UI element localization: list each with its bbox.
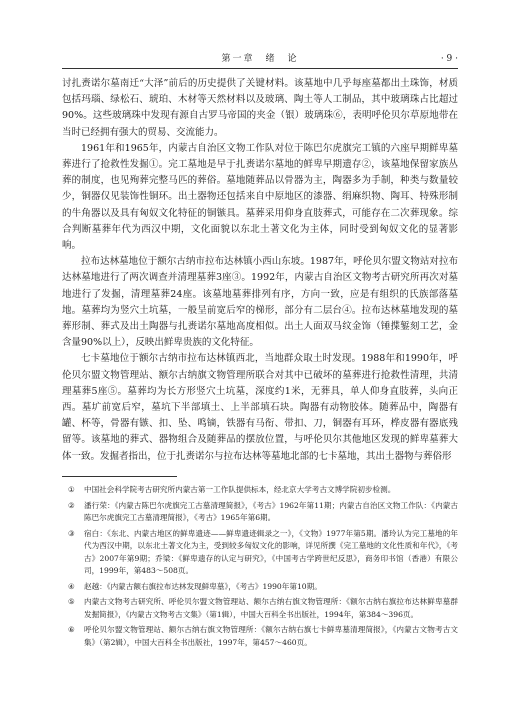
paragraph: 七卡墓地位于额尔古纳市拉布达林镇西北，当地群众取土时发现。1988年和1990年，呼伦贝尔盟文物管理站、额尔古纳旗文物管理所联合对其中已破坏的墓葬进行抢救性清理，共清理墓葬5座⑤。墓葬均为长方形竖穴土坑墓，深度约1米，无葬具，单人仰身直肢葬，头向正西。墓圹前宽后窄，墓坑下半部填土、上半部填石块。陶器有动物胶体。随葬品中，陶器有罐、杯等，骨器有镞、扣、坠、鸣镝，铁器有马衔、带扣、刀，铜器有耳环，桦皮器有器底残留等。该墓地的葬式、器物组合及随葬品的摆放位置，与呼伦贝尔其他地区发现的鲜卑墓葬大体一致。发掘者指出，位于扎赉诺尔与拉布达林等墓地北部的七卡墓地，其出土器物与葬俗形 [62, 353, 458, 462]
footnote [62, 624, 458, 649]
footnote-mark: ⑥ [68, 625, 75, 634]
footnote-text: 潘行荣：《内蒙古陈巴尔虎旗完工古墓清理简报》，《考古》1962年第11期；内蒙古自治区文物工作队：《内蒙古陈巴尔虎旗完工古墓清理简报》，《考古》1965年第6期。 [84, 500, 458, 522]
footnote-text: 赵越：《内蒙古额右旗拉布达林发现鲜卑墓》，《考古》1990年第10期。 [84, 581, 322, 591]
footnote [62, 528, 458, 578]
footnote-mark: ④ [68, 581, 75, 591]
footnotes [62, 484, 458, 652]
paragraph: 讨扎赉诺尔墓南迁“大泽”前后的历史提供了关键材料。该墓地中几乎每座墓都出土珠饰，材质包括玛瑙、绿松石、琥珀、木材等天然材料以及玻璃、陶土等人工制品，其中玻璃珠占比超过90%。这些玻璃珠中发现有源自古罗马帝国的夹金（银）玻璃珠⑥，表明呼伦贝尔草原地带在当时已经拥有强大的贸易、交流能力。 [62, 78, 458, 138]
running-header [62, 52, 458, 69]
footnote [62, 581, 458, 594]
footnote-text: 呼伦贝尔盟文物管理站、额尔古纳右旗文物管理所：《额尔古纳右旗七卡鲜卑墓清理简报》，《内蒙古文物考古文集》（第2辑），中国大百科全书出版社，1997年，第457～460页。 [84, 625, 458, 647]
chapter-title: 第一章 绪 论 [221, 54, 299, 64]
paragraph: 拉布达林墓地位于额尔古纳市拉布达林镇小西山东坡。1987年，呼伦贝尔盟文物站对拉布达林墓地进行了两次调查并清理墓葬3座③。1992年，内蒙古自治区文物考古研究所再次对墓地进行了发掘，清理墓葬24座。该墓地墓葬排列有序，方向一致，应是有组织的氏族部落墓地。墓葬均为竖穴土坑墓，一般呈前宽后窄的梯形，部分有二层台④。拉布达林墓地发现的墓葬形制、葬式及出土陶器与扎赉诺尔墓地高度相似。出土人面双马纹金饰（锤揲錾刻工艺，金含量90%以上），反映出鲜卑贵族的文化特征。 [62, 256, 458, 349]
footnote-mark: ② [68, 500, 75, 510]
footnote [62, 596, 458, 621]
footnote [62, 500, 458, 525]
main-text [62, 76, 458, 465]
footnote-divider [62, 476, 177, 477]
footnote [62, 484, 458, 497]
footnote-text: 内蒙古文物考古研究所、呼伦贝尔盟文物管理站、额尔古纳右旗文物管理所：《额尔古纳右旗拉布达林鲜卑墓群发掘简报》，《内蒙古文物考古文集》（第1辑），中国大百科全书出版社，1994年，第384～396页。 [84, 597, 458, 619]
footnote-text: 宿白：《东北、内蒙古地区的鲜卑遗迹——鲜卑遗迹辑录之一》，《文物》1977年第5期。潘玲认为完工墓地的年代为西汉中期，以东北土著文化为主，受到较多匈奴文化的影响，详见所撰《完工墓地的文化性质和年代》，《考古》2007年第9期；乔梁：《鲜卑遗存的认定与研究》，《中国考古学跨世纪反思》，商务印书馆（香港）有限公司，1999年，第483～508页。 [84, 528, 458, 575]
footnote-mark: ⑤ [68, 597, 75, 606]
page-number: · 9 · [440, 54, 458, 64]
footnote-mark: ③ [68, 528, 75, 538]
paragraph: 1961年和1965年，内蒙古自治区文物工作队对位于陈巴尔虎旗完工镇的六座早期鲜卑墓葬进行了抢救性发掘①。完工墓地是早于扎赉诺尔墓地的鲜卑早期遗存②，该墓地保留家族丛葬的制度，也见殉葬完整马匹的葬俗。墓地随葬品以骨器为主，陶器多为手制，种类与数量较少，铜器仅见装饰性铜环。出土器物还包括来自中原地区的漆器、绢麻织物、陶耳、特殊形制的牛角器以及具有匈奴文化特征的铜镞具。墓葬采用仰身直肢葬式，可能存在二次葬现象。综合判断墓葬年代为西汉中期，文化面貌以东北土著文化为主体，同时受到匈奴文化的显著影响。 [62, 142, 458, 252]
footnote-text: 中国社会科学院考古研究所内蒙古第一工作队提供标本，经北京大学考古文博学院初步检测。 [84, 485, 396, 494]
footnote-mark: ① [68, 485, 75, 494]
